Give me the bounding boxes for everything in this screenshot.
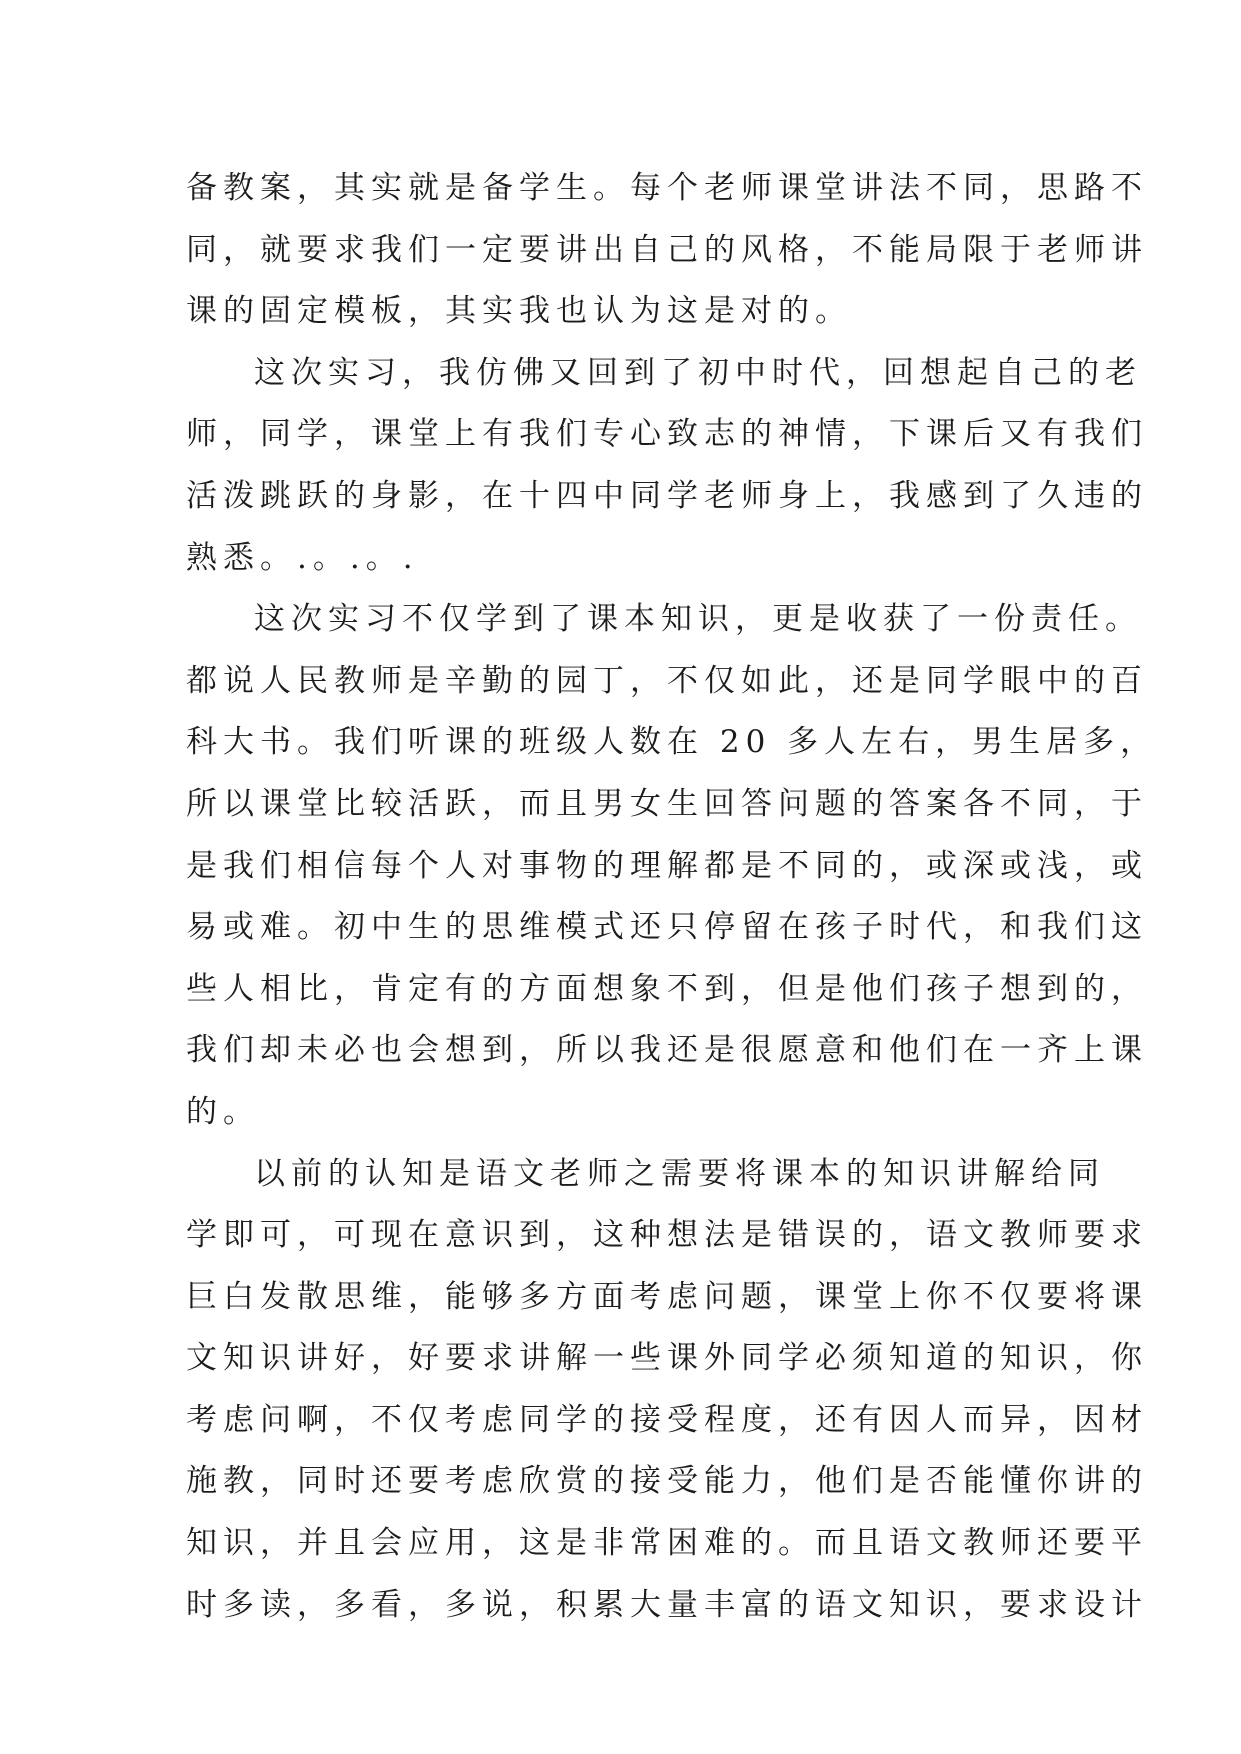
- text-line: 施教，同时还要考虑欣赏的接受能力，他们是否能懂你讲的: [186, 1463, 1148, 1500]
- text-line: 备教案，其实就是备学生。每个老师课堂讲法不同，思路不: [186, 170, 1148, 206]
- text-line: 知识，并且会应用，这是非常困难的。而且语文教师还要平: [186, 1525, 1148, 1562]
- text-line: 些人相比，肯定有的方面想象不到，但是他们孩子想到的，: [186, 970, 1148, 1007]
- text-line: 课的固定模板，其实我也认为这是对的。: [186, 293, 852, 330]
- document-body: [186, 158, 1158, 1636]
- text-line: 我们却未必也会想到，所以我还是很愿意和他们在一齐上课: [186, 1032, 1148, 1069]
- text-line: 师，同学，课堂上有我们专心致志的神情，下课后又有我们: [186, 416, 1148, 453]
- text-line: 的。: [186, 1093, 260, 1130]
- paragraph-first-line: 这次实习，我仿佛又回到了初中时代，回想起自己的老: [254, 354, 1142, 391]
- text-line: 时多读，多看，多说，积累大量丰富的语文知识，要求设计: [186, 1586, 1148, 1623]
- text-line: 同，就要求我们一定要讲出自己的风格，不能局限于老师讲: [186, 231, 1148, 268]
- text-line: 都说人民教师是辛勤的园丁，不仅如此，还是同学眼中的百: [186, 662, 1148, 699]
- paragraph-first-line: 以前的认知是语文老师之需要将课本的知识讲解给同: [254, 1155, 1105, 1192]
- text-line: 文知识讲好，好要求讲解一些课外同学必须知道的知识，你: [186, 1340, 1148, 1377]
- text-line: 科大书。我们听课的班级人数在 20 多人左右，男生居多，: [186, 724, 1158, 761]
- text-line: 易或难。初中生的思维模式还只停留在孩子时代，和我们这: [186, 909, 1148, 946]
- text-line: 考虑问啊，不仅考虑同学的接受程度，还有因人而异，因材: [186, 1401, 1148, 1438]
- text-line: 熟悉。.。.。.: [186, 539, 419, 576]
- text-line: 巨白发散思维，能够多方面考虑问题，课堂上你不仅要将课: [186, 1278, 1148, 1315]
- text-line: 是我们相信每个人对事物的理解都是不同的，或深或浅，或: [186, 847, 1148, 884]
- text-line: 活泼跳跃的身影，在十四中同学老师身上，我感到了久违的: [186, 477, 1148, 514]
- paragraph-first-line: 这次实习不仅学到了课本知识，更是收获了一份责任。: [254, 601, 1142, 638]
- text-line: 所以课堂比较活跃，而且男女生回答问题的答案各不同，于: [186, 785, 1148, 822]
- text-line: 学即可，可现在意识到，这种想法是错误的，语文教师要求: [186, 1217, 1148, 1254]
